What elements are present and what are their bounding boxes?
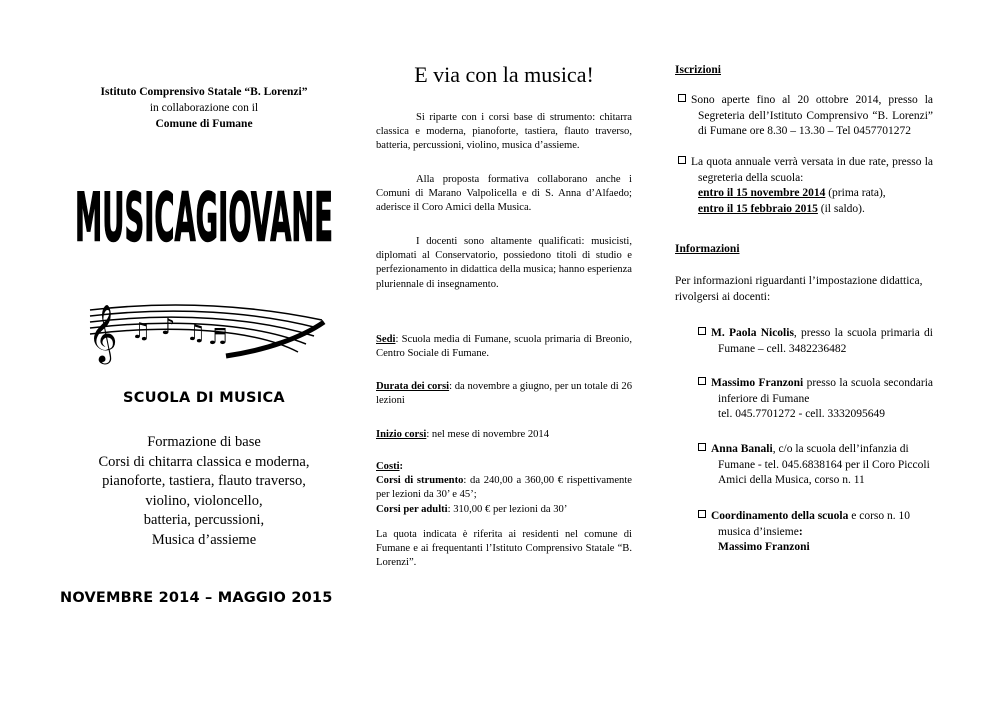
strumento-text: : da 240,00 a 360,00 € rispettivamente per lezioni da 30’ e 45’; — [376, 475, 632, 501]
partners-paragraph: Alla proposta formativa collaborano anche i Comuni di Marano Valpolicella e di S. Anna d’Alfaedo; aderisce il Coro Amici della Musica. — [376, 174, 632, 214]
svg-text:♬: ♬ — [208, 325, 228, 350]
logo-text: MUSICAGIOVANE — [74, 178, 334, 257]
course-line: Formazione di base — [147, 434, 261, 450]
coordinator-name: Massimo Franzoni — [718, 541, 810, 553]
course-line: Corsi di chitarra classica e moderna, — [98, 453, 310, 470]
rate2-date: entro il 15 febbraio 2015 — [698, 202, 818, 215]
music-notes-graphic — [86, 300, 326, 366]
course-line: Musica d’assieme — [151, 531, 257, 548]
course-line: violino, violoncello, — [145, 492, 263, 509]
checkbox-bullet-icon — [698, 510, 706, 518]
course-list — [70, 433, 338, 550]
coordination-item: Coordinamento della scuola e corso n. 10 musica d’insieme: Massimo Franzoni — [698, 509, 933, 556]
collaboration-text: in collaborazione con il — [149, 102, 259, 114]
teacher-item: Anna Banali, c/o la scuola dell’infanzia di Fumane - tel. 045.6838164 per il Coro Piccoli Amici della Musica, corso n. 11 — [698, 442, 933, 489]
iscrizioni-item: Sono aperte fino al 20 ottobre 2014, presso la Segreteria dell’Istituto Comprensivo “B. Lorenzi” di Fumane ore 8.30 – 13.30 – Tel 0457701272 — [678, 93, 933, 140]
school-title: SCUOLA DI MUSICA — [123, 390, 285, 406]
institute-name: Istituto Comprensivo Statale “B. Lorenzi” — [100, 86, 308, 98]
teacher-item: M. Paola Nicolis, presso la scuola primaria di Fumane – cell. 3482236482 — [698, 326, 933, 357]
institute-header — [70, 84, 338, 132]
svg-text:♫: ♫ — [186, 321, 206, 346]
inizio-label: Inizio corsi — [376, 429, 427, 440]
season-dates: NOVEMBRE 2014 – MAGGIO 2015 — [60, 590, 333, 606]
checkbox-bullet-icon — [698, 377, 706, 385]
inizio-section — [376, 428, 632, 442]
rate1-date: entro il 15 novembre 2014 — [698, 187, 826, 199]
svg-text:♪: ♪ — [161, 315, 176, 340]
strumento-label: Corsi di strumento — [376, 475, 464, 487]
teacher-item: Massimo Franzoni presso la scuola secondaria inferiore di Fumane tel. 045.7701272 - cell. 3332095649 — [698, 376, 933, 423]
informazioni-heading: Informazioni — [675, 243, 740, 255]
durata-section — [376, 380, 632, 408]
quota-paragraph: La quota indicata è riferita ai residenti nel comune di Fumane e ai frequentanti l’Istituto Comprensivo Statale “B. Lorenzi”. — [376, 529, 632, 569]
checkbox-bullet-icon — [678, 156, 686, 164]
checkbox-bullet-icon — [678, 94, 686, 102]
page-title: E via con la musica! — [414, 62, 594, 87]
quota-item: La quota annuale verrà versata in due rate, presso la segreteria della scuola: entro il 15 novembre 2014 (prima rata), entro il 15 febbraio 2015 (il saldo). — [678, 155, 933, 217]
info-paragraph: Per informazioni riguardanti l’impostazione didattica, rivolgersi ai docenti: — [675, 275, 923, 303]
adulti-text: : 310,00 € per lezioni da 30’ — [447, 503, 568, 515]
costi-label: Costi — [376, 461, 400, 472]
checkbox-bullet-icon — [698, 443, 706, 451]
svg-text:♫: ♫ — [131, 319, 151, 344]
comune-name: Comune di Fumane — [155, 118, 253, 130]
treble-clef-icon: 𝄞 — [88, 304, 118, 362]
iscrizioni-heading: Iscrizioni — [675, 64, 721, 76]
course-line: batteria, percussioni, — [143, 512, 265, 528]
durata-text: : da novembre a giugno, per un totale di 26 lezioni — [376, 381, 633, 407]
durata-label: Durata dei corsi — [376, 381, 450, 392]
costi-section: Costi: Corsi di strumento: da 240,00 a 360,00 € rispettivamente per lezioni da 30’ e 45’; Corsi per adulti: 310,00 € per lezioni da 30’ — [376, 461, 632, 515]
musicagiovane-logo — [70, 168, 338, 268]
inizio-text: : nel mese di novembre 2014 — [426, 429, 550, 440]
teachers-paragraph: I docenti sono altamente qualificati: musicisti, diplomati al Conservatorio, possiedono titoli di studio e perfezionamento in didattica della musica; hanno esperienza pluriennale di insegnamento. — [376, 236, 632, 290]
sedi-label: Sedi — [376, 334, 396, 345]
sedi-text: : Scuola media di Fumane, scuola primaria di Breonio, Centro Sociale di Fumane. — [376, 334, 632, 360]
adulti-label: Corsi per adulti — [376, 503, 448, 515]
checkbox-bullet-icon — [698, 327, 706, 335]
intro-paragraph: Si riparte con i corsi base di strumento: chitarra classica e moderna, pianoforte, tastiera, flauto traverso, batteria, percussioni, violino, musica d’assieme. — [376, 112, 632, 152]
course-line: pianoforte, tastiera, flauto traverso, — [102, 473, 306, 489]
sedi-section — [376, 333, 632, 361]
